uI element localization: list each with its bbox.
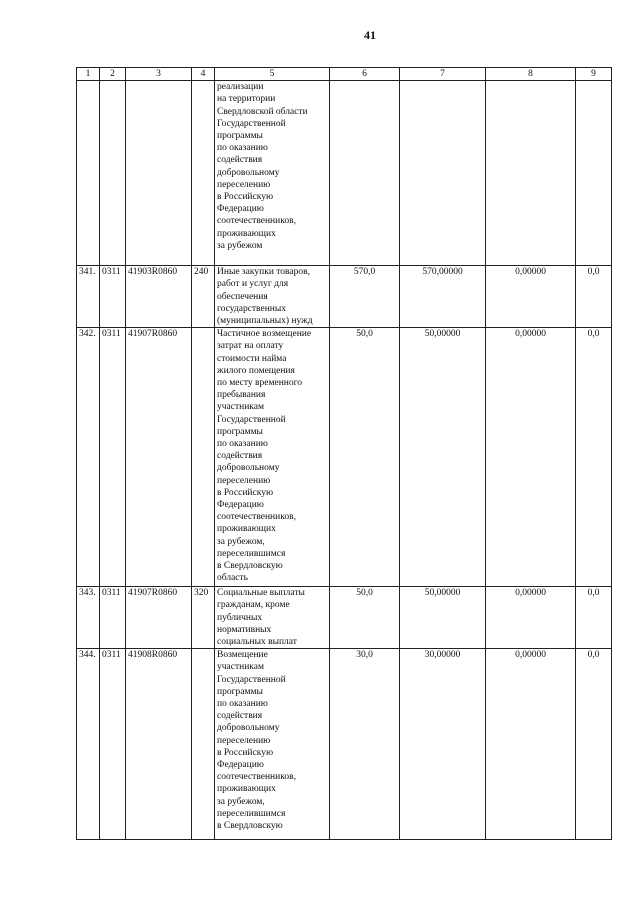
section-code [100, 81, 126, 266]
target-article-code: 41907R0860 [126, 328, 192, 587]
amount-col7: 30,00000 [400, 649, 486, 840]
column-header: 5 [215, 68, 330, 81]
section-code: 0311 [100, 328, 126, 587]
row-description: Иные закупки товаров, работ и услуг для обеспечения государственных (муниципальных) нужд [215, 266, 330, 328]
column-header: 8 [486, 68, 576, 81]
section-code: 0311 [100, 266, 126, 328]
row-description: Возмещение участникам Государственной программы по оказанию содействия добровольному переселению в Российскую Федерацию соотечественников, проживающих за рубежом, переселившимся в Свердловскую [215, 649, 330, 840]
target-article-code: 41907R0860 [126, 587, 192, 649]
amount-col9: 0,0 [576, 328, 612, 587]
amount-col6: 30,0 [330, 649, 400, 840]
page-number: 41 [364, 28, 376, 42]
amount-col9: 0,0 [576, 266, 612, 328]
row-number [77, 81, 100, 266]
amount-col7: 50,00000 [400, 587, 486, 649]
amount-col6: 570,0 [330, 266, 400, 328]
table-row [77, 328, 612, 587]
amount-col8: 0,00000 [486, 328, 576, 587]
amount-col7: 570,00000 [400, 266, 486, 328]
table-row [77, 81, 612, 266]
amount-col8: 0,00000 [486, 587, 576, 649]
section-code: 0311 [100, 587, 126, 649]
amount-col7 [400, 81, 486, 266]
target-article-code: 41903R0860 [126, 266, 192, 328]
row-number: 343. [77, 587, 100, 649]
target-article-code [126, 81, 192, 266]
column-header: 7 [400, 68, 486, 81]
amount-col9 [576, 81, 612, 266]
table-row [77, 587, 612, 649]
expense-type-code [192, 649, 215, 840]
table-row [77, 266, 612, 328]
amount-col8: 0,00000 [486, 266, 576, 328]
column-header: 4 [192, 68, 215, 81]
column-header: 6 [330, 68, 400, 81]
column-header: 3 [126, 68, 192, 81]
amount-col8 [486, 81, 576, 266]
column-header: 9 [576, 68, 612, 81]
expense-type-code: 320 [192, 587, 215, 649]
expense-type-code [192, 328, 215, 587]
section-code: 0311 [100, 649, 126, 840]
table-row [77, 649, 612, 840]
amount-col9: 0,0 [576, 587, 612, 649]
amount-col9: 0,0 [576, 649, 612, 840]
budget-table [76, 67, 612, 840]
row-number: 341. [77, 266, 100, 328]
expense-type-code [192, 81, 215, 266]
row-number: 342. [77, 328, 100, 587]
row-description: Частичное возмещение затрат на оплату стоимости найма жилого помещения по месту временного пребывания участникам Государственной программы по оказанию содействия добровольному переселению в Российскую Федерацию соотечественников, проживающих за рубежом, переселившимся в Свердловскую область [215, 328, 330, 587]
row-number: 344. [77, 649, 100, 840]
row-description: Социальные выплаты гражданам, кроме публичных нормативных социальных выплат [215, 587, 330, 649]
amount-col7: 50,00000 [400, 328, 486, 587]
amount-col6: 50,0 [330, 328, 400, 587]
table-header-row [77, 68, 612, 81]
row-description: реализации на территории Свердловской области Государственной программы по оказанию содействия добровольному переселению в Российскую Федерацию соотечественников, проживающих за рубежом [215, 81, 330, 266]
expense-type-code: 240 [192, 266, 215, 328]
column-header: 2 [100, 68, 126, 81]
amount-col8: 0,00000 [486, 649, 576, 840]
target-article-code: 41908R0860 [126, 649, 192, 840]
amount-col6 [330, 81, 400, 266]
amount-col6: 50,0 [330, 587, 400, 649]
column-header: 1 [77, 68, 100, 81]
